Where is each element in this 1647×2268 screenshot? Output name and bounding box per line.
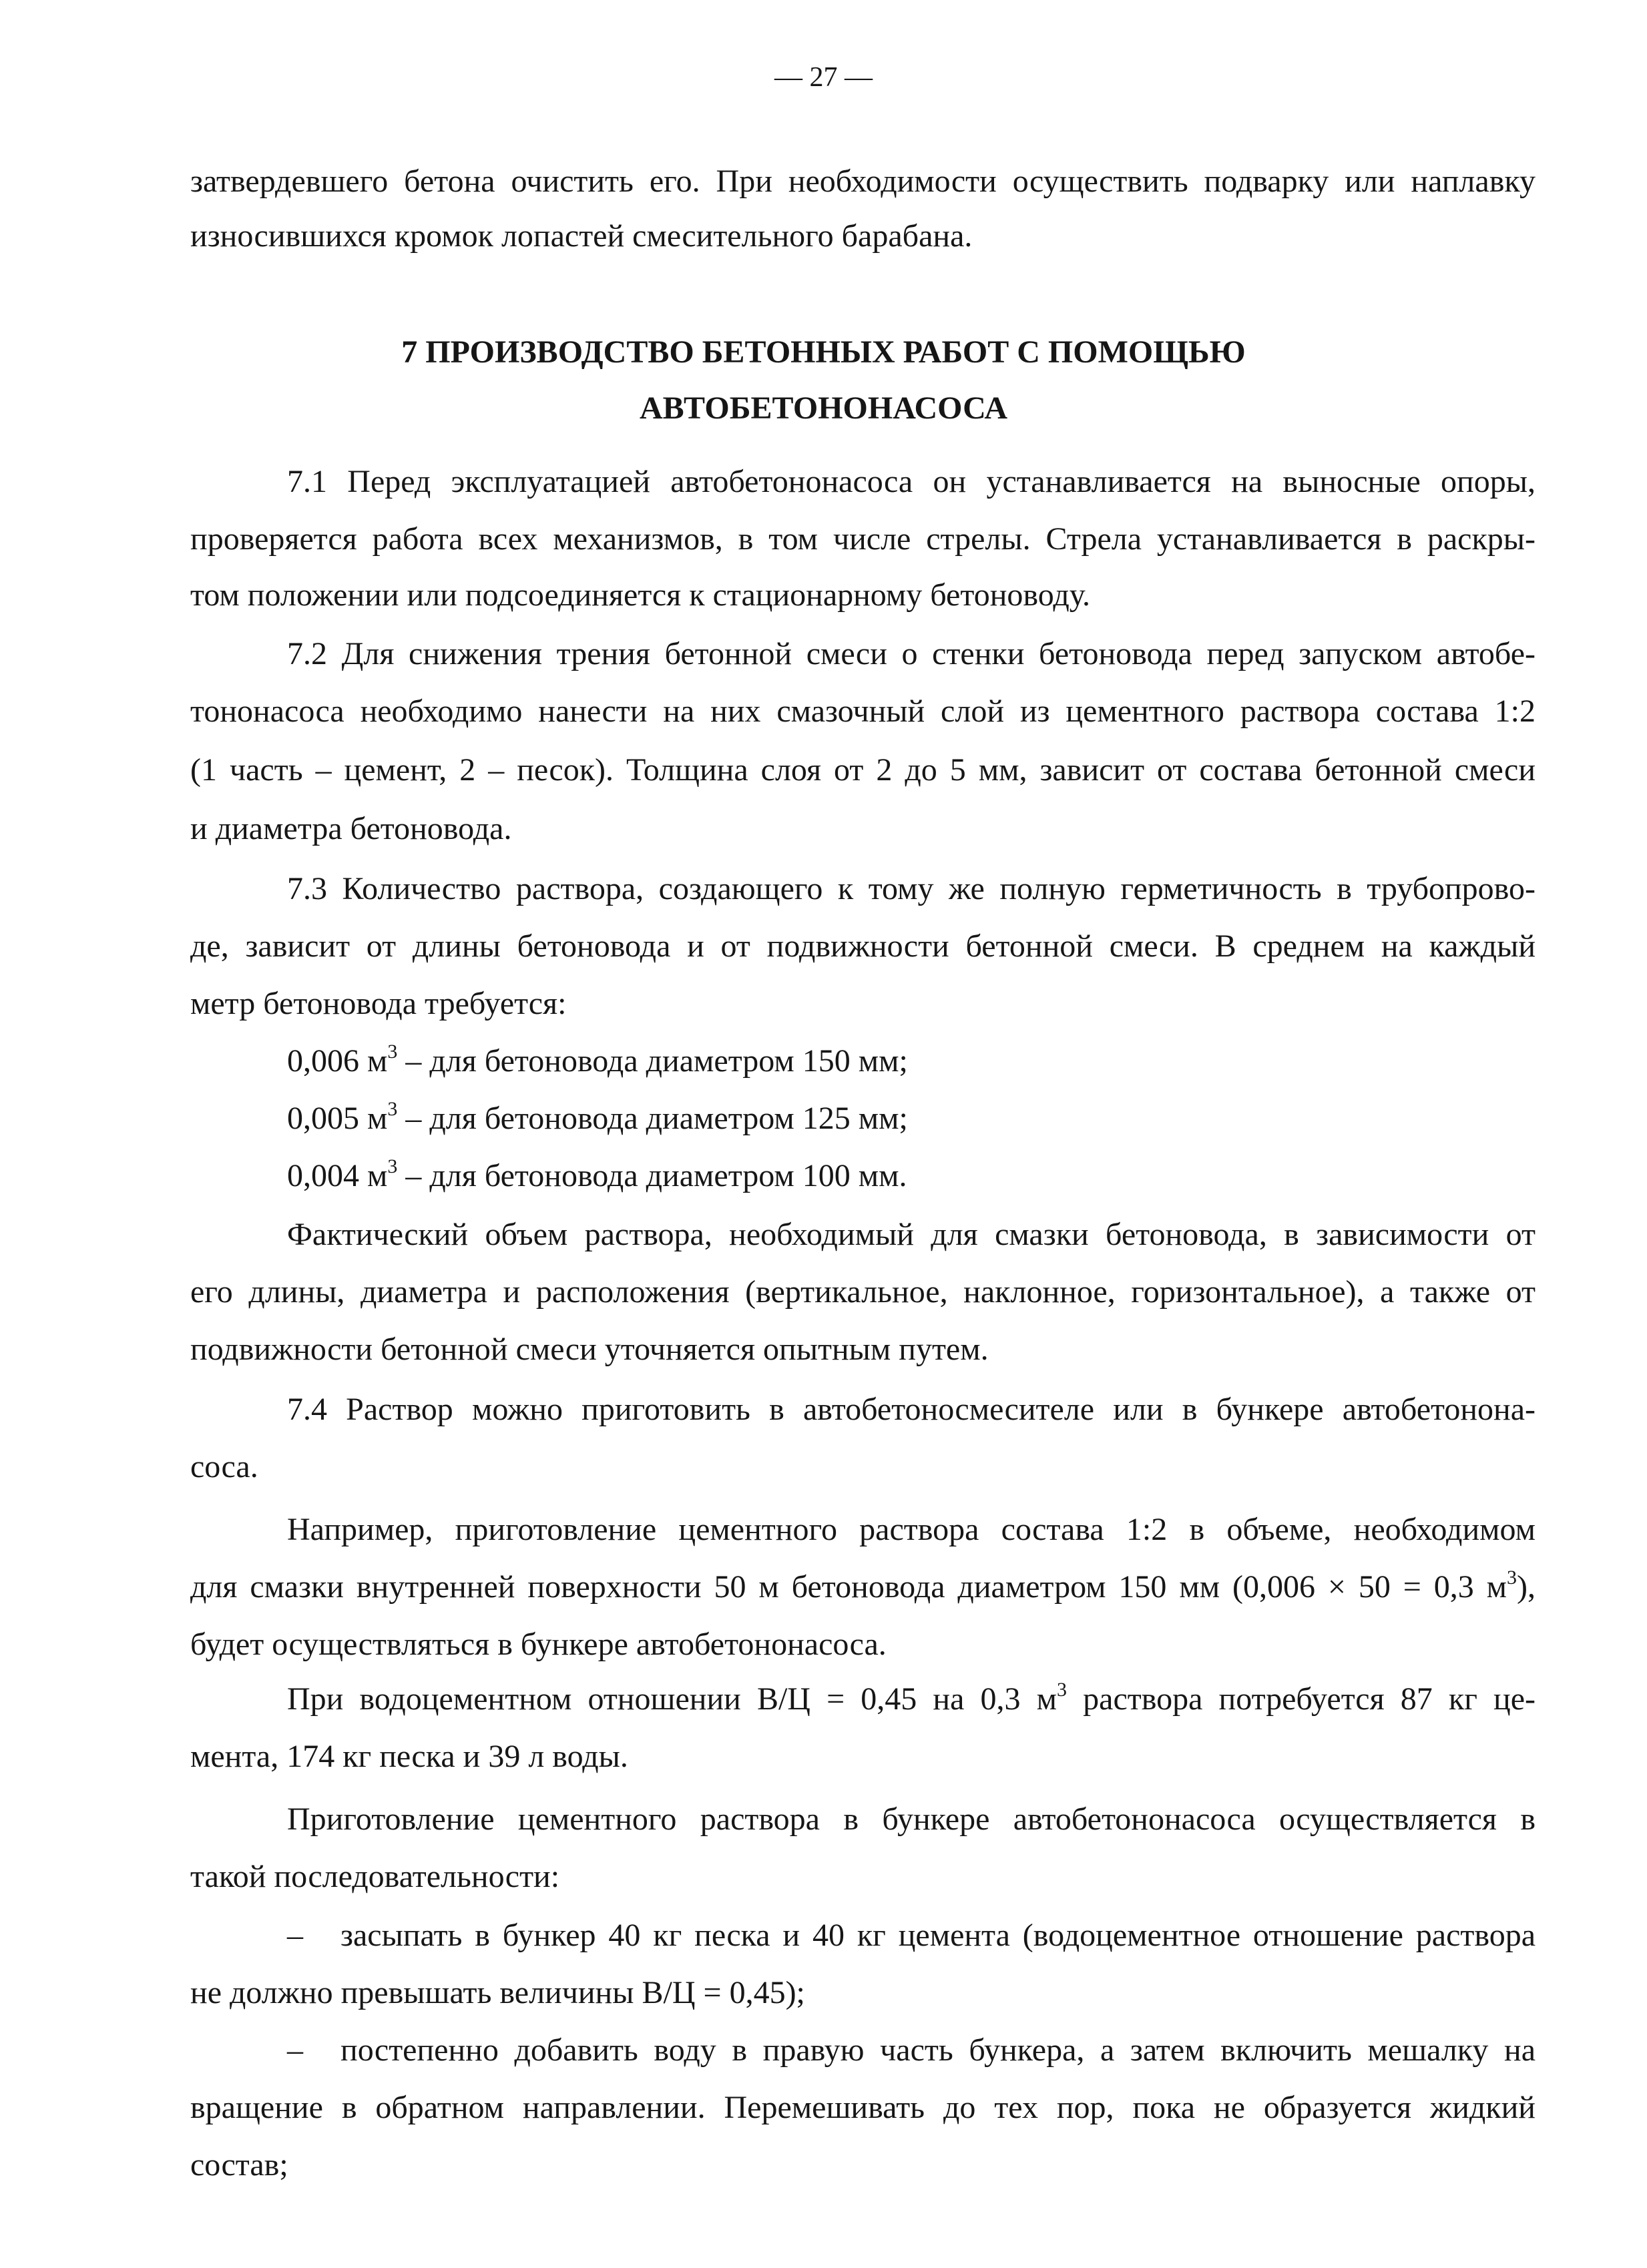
para-7-1-line-1: 7.1 Перед эксплуатацией автобетононасоса он устанавливается на выносные опоры, xyxy=(287,464,1536,499)
volume-item xyxy=(287,1156,907,1196)
para-7-1-line-2: проверяется работа всех механизмов, в том числе стрелы. Стрела устанавливается в раскры- xyxy=(190,521,1536,557)
para-7-2-line-4: и диаметра бетоновода. xyxy=(190,811,512,846)
para-7-3-line-3: метр бетоновода требуется: xyxy=(190,986,567,1021)
intro-line-1: затвердевшего бетона очистить его. При необходимости осуществить подварку или наплавку xyxy=(190,164,1536,199)
example-line-2-text: для смазки внутренней поверхности 50 м бетоновода диаметром 150 мм (0,006 × 50 = 0,3 м xyxy=(190,1569,1507,1605)
step-2-line-2: вращение в обратном направлении. Перемешивать до тех пор, пока не образуется жидкий xyxy=(190,2090,1536,2125)
actual-volume-line-3: подвижности бетонной смеси уточняется опытным путем. xyxy=(190,1332,989,1367)
actual-volume-line-1: Фактический объем раствора, необходимый для смазки бетоновода, в зависимости от xyxy=(287,1217,1536,1252)
ratio-line-1 xyxy=(287,1679,1536,1719)
volume-exponent: 3 xyxy=(387,1041,398,1063)
example-exponent: 3 xyxy=(1507,1567,1517,1589)
example-line-1: Например, приготовление цементного раствора состава 1:2 в объеме, необходимом xyxy=(287,1512,1536,1547)
intro-line-2: износившихся кромок лопастей смесительного барабана. xyxy=(190,218,973,254)
volume-amount: 0,006 м xyxy=(287,1043,388,1079)
section-heading-line-1: 7 ПРОИЗВОДСТВО БЕТОННЫХ РАБОТ С ПОМОЩЬЮ xyxy=(401,334,1246,370)
volume-exponent: 3 xyxy=(387,1098,398,1120)
volume-text: – для бетоновода диаметром 150 мм; xyxy=(397,1043,908,1079)
step-2-line-1 xyxy=(287,2030,1536,2070)
section-heading-line-2: АВТОБЕТОНОНАСОСА xyxy=(639,390,1008,426)
step-1-text: засыпать в бункер 40 кг песка и 40 кг цемента (водоцементное отношение раствора xyxy=(340,1918,1536,1953)
sequence-line-1: Приготовление цементного раствора в бункере автобетононасоса осуществляется в xyxy=(287,1801,1536,1837)
ratio-line-2: мента, 174 кг песка и 39 л воды. xyxy=(190,1739,628,1774)
para-7-4-line-2: соса. xyxy=(190,1449,258,1484)
para-7-1-line-3: том положении или подсоединяется к стационарному бетоноводу. xyxy=(190,577,1090,613)
volume-amount: 0,004 м xyxy=(287,1158,388,1193)
example-line-2-end: ), xyxy=(1517,1569,1536,1605)
volume-text: – для бетоновода диаметром 100 мм. xyxy=(397,1158,907,1193)
page-number: — 27 — xyxy=(774,62,873,93)
list-dash: – xyxy=(287,1918,303,1953)
step-1-line-2: не должно превышать величины В/Ц = 0,45); xyxy=(190,1975,805,2010)
volume-exponent: 3 xyxy=(387,1155,398,1177)
actual-volume-line-2: его длины, диаметра и расположения (вертикальное, наклонное, горизонтальное), а также от xyxy=(190,1274,1536,1310)
para-7-3-line-2: де, зависит от длины бетоновода и от подвижности бетонной смеси. В среднем на каждый xyxy=(190,928,1536,964)
para-7-3-line-1: 7.3 Количество раствора, создающего к тому же полную герметичность в трубопрово- xyxy=(287,871,1536,906)
step-2-text: постепенно добавить воду в правую часть бункера, а затем включить мешалку на xyxy=(340,2032,1536,2068)
volume-item xyxy=(287,1099,908,1139)
ratio-exponent: 3 xyxy=(1057,1679,1068,1701)
para-7-2-line-3: (1 часть – цемент, 2 – песок). Толщина слоя от 2 до 5 мм, зависит от состава бетонной смеси xyxy=(190,752,1536,788)
para-7-4-line-1: 7.4 Раствор можно приготовить в автобетоносмесителе или в бункере автобетонона- xyxy=(287,1392,1536,1427)
list-dash: – xyxy=(287,2032,303,2068)
volume-text: – для бетоновода диаметром 125 мм; xyxy=(397,1101,908,1136)
para-7-2-line-1: 7.2 Для снижения трения бетонной смеси о стенки бетоновода перед запуском автобе- xyxy=(287,636,1536,671)
ratio-line-1-end: раствора потребуется 87 кг це- xyxy=(1067,1681,1536,1717)
step-1-line-1 xyxy=(287,1916,1536,1956)
ratio-line-1-text: При водоцементном отношении В/Ц = 0,45 на 0,3 м xyxy=(287,1681,1057,1717)
volume-amount: 0,005 м xyxy=(287,1101,388,1136)
sequence-line-2: такой последовательности: xyxy=(190,1859,560,1894)
example-line-3: будет осуществляться в бункере автобетононасоса. xyxy=(190,1627,887,1662)
step-2-line-3: состав; xyxy=(190,2147,288,2183)
para-7-2-line-2: тононасоса необходимо нанести на них смазочный слой из цементного раствора состава 1:2 xyxy=(190,693,1536,729)
volume-item xyxy=(287,1041,908,1081)
example-line-2 xyxy=(190,1567,1536,1607)
